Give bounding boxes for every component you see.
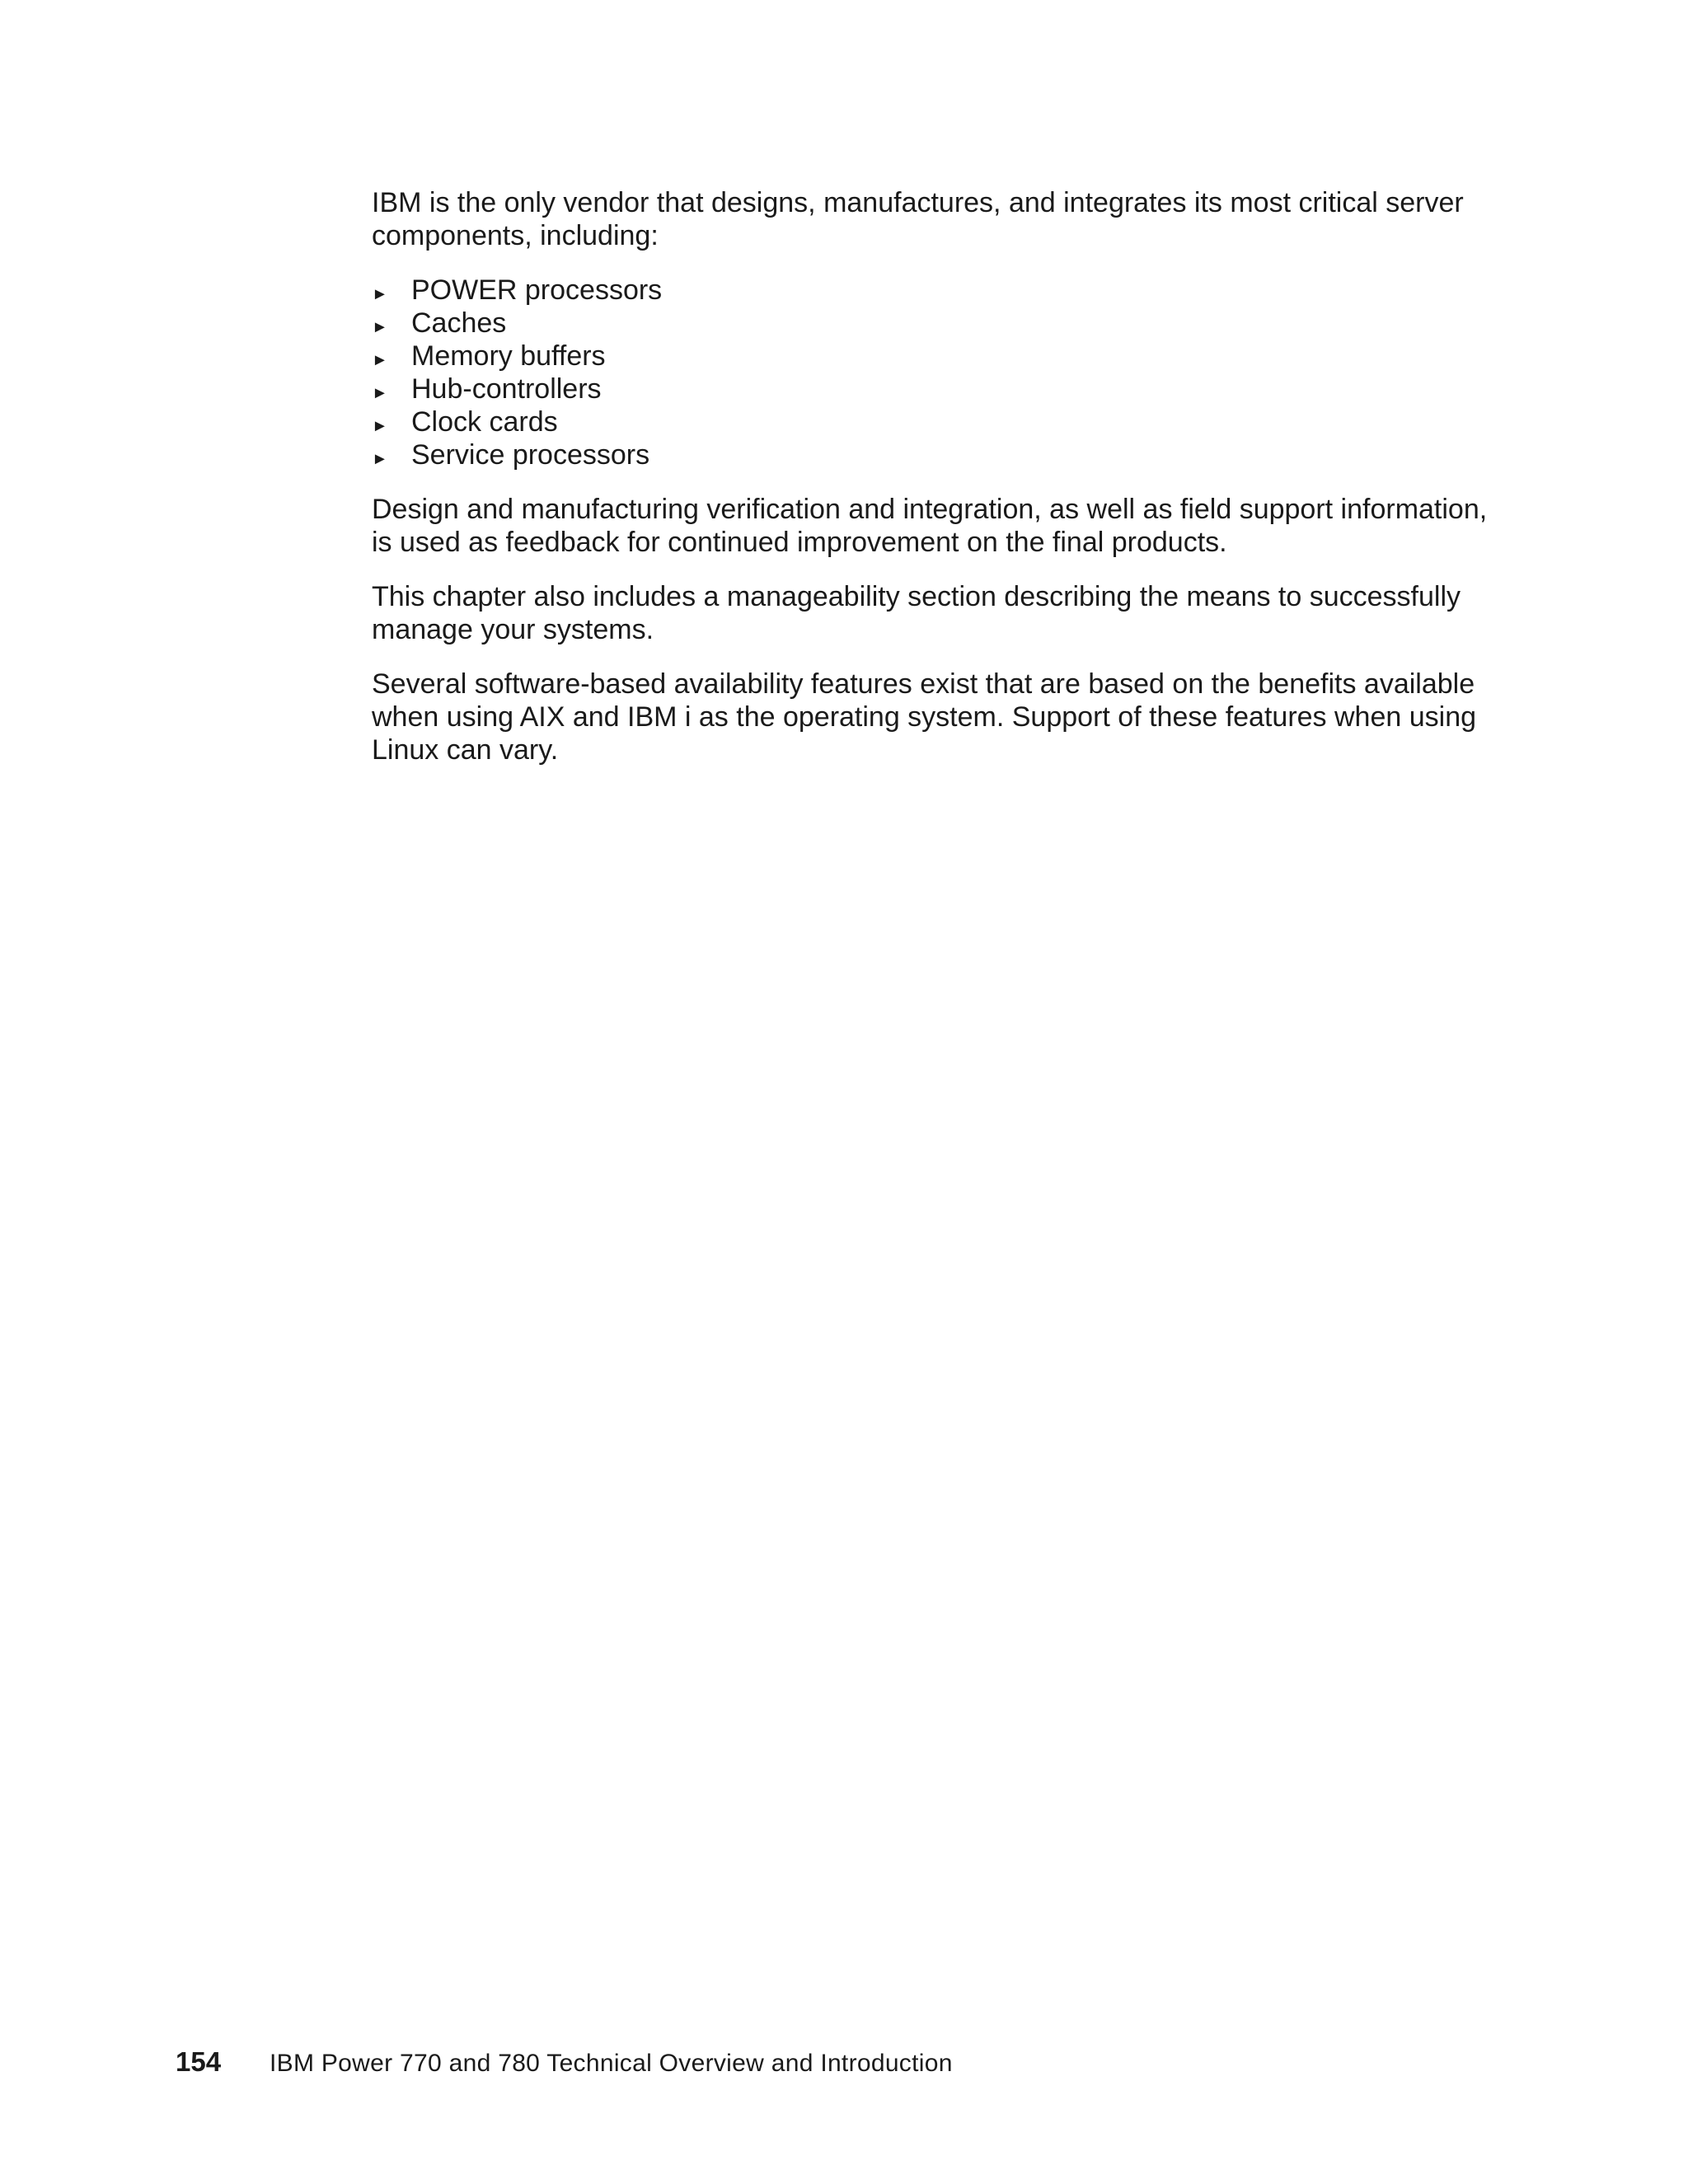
list-item bbox=[372, 373, 1489, 405]
triangle-right-icon: ► bbox=[372, 318, 388, 336]
triangle-right-icon: ► bbox=[372, 450, 388, 468]
triangle-right-icon: ► bbox=[372, 285, 388, 303]
list-item bbox=[372, 340, 1489, 373]
list-item bbox=[372, 438, 1489, 471]
intro-paragraph: IBM is the only vendor that designs, manufactures, and integrates its most critical server components, including: bbox=[372, 187, 1464, 251]
manageability-paragraph: This chapter also includes a manageability section describing the means to successfully manage your systems. bbox=[372, 581, 1461, 645]
list-item bbox=[372, 307, 1489, 340]
list-item-text: Hub-controllers bbox=[411, 373, 602, 405]
page-footer bbox=[176, 2046, 953, 2078]
page-number: 154 bbox=[176, 2046, 222, 2077]
list-item bbox=[372, 274, 1489, 307]
page-content bbox=[372, 186, 1489, 788]
triangle-right-icon: ► bbox=[372, 384, 388, 402]
list-item-text: Clock cards bbox=[411, 406, 558, 438]
triangle-right-icon: ► bbox=[372, 417, 388, 435]
list-item-text: POWER processors bbox=[411, 274, 663, 306]
list-item-text: Memory buffers bbox=[411, 340, 606, 372]
triangle-right-icon: ► bbox=[372, 351, 388, 369]
list-item bbox=[372, 405, 1489, 438]
feedback-paragraph: Design and manufacturing verification and integration, as well as field support information, is used as feedback for continued improvement on the final products. bbox=[372, 494, 1488, 558]
component-list bbox=[372, 274, 1489, 471]
software-availability-paragraph: Several software-based availability features exist that are based on the benefits available when using AIX and IBM i as the operating system. Support of these features when using Linux can vary. bbox=[372, 668, 1477, 766]
list-item-text: Service processors bbox=[411, 439, 650, 471]
list-item-text: Caches bbox=[411, 307, 507, 339]
book-title: IBM Power 770 and 780 Technical Overview and Introduction bbox=[270, 2050, 953, 2077]
